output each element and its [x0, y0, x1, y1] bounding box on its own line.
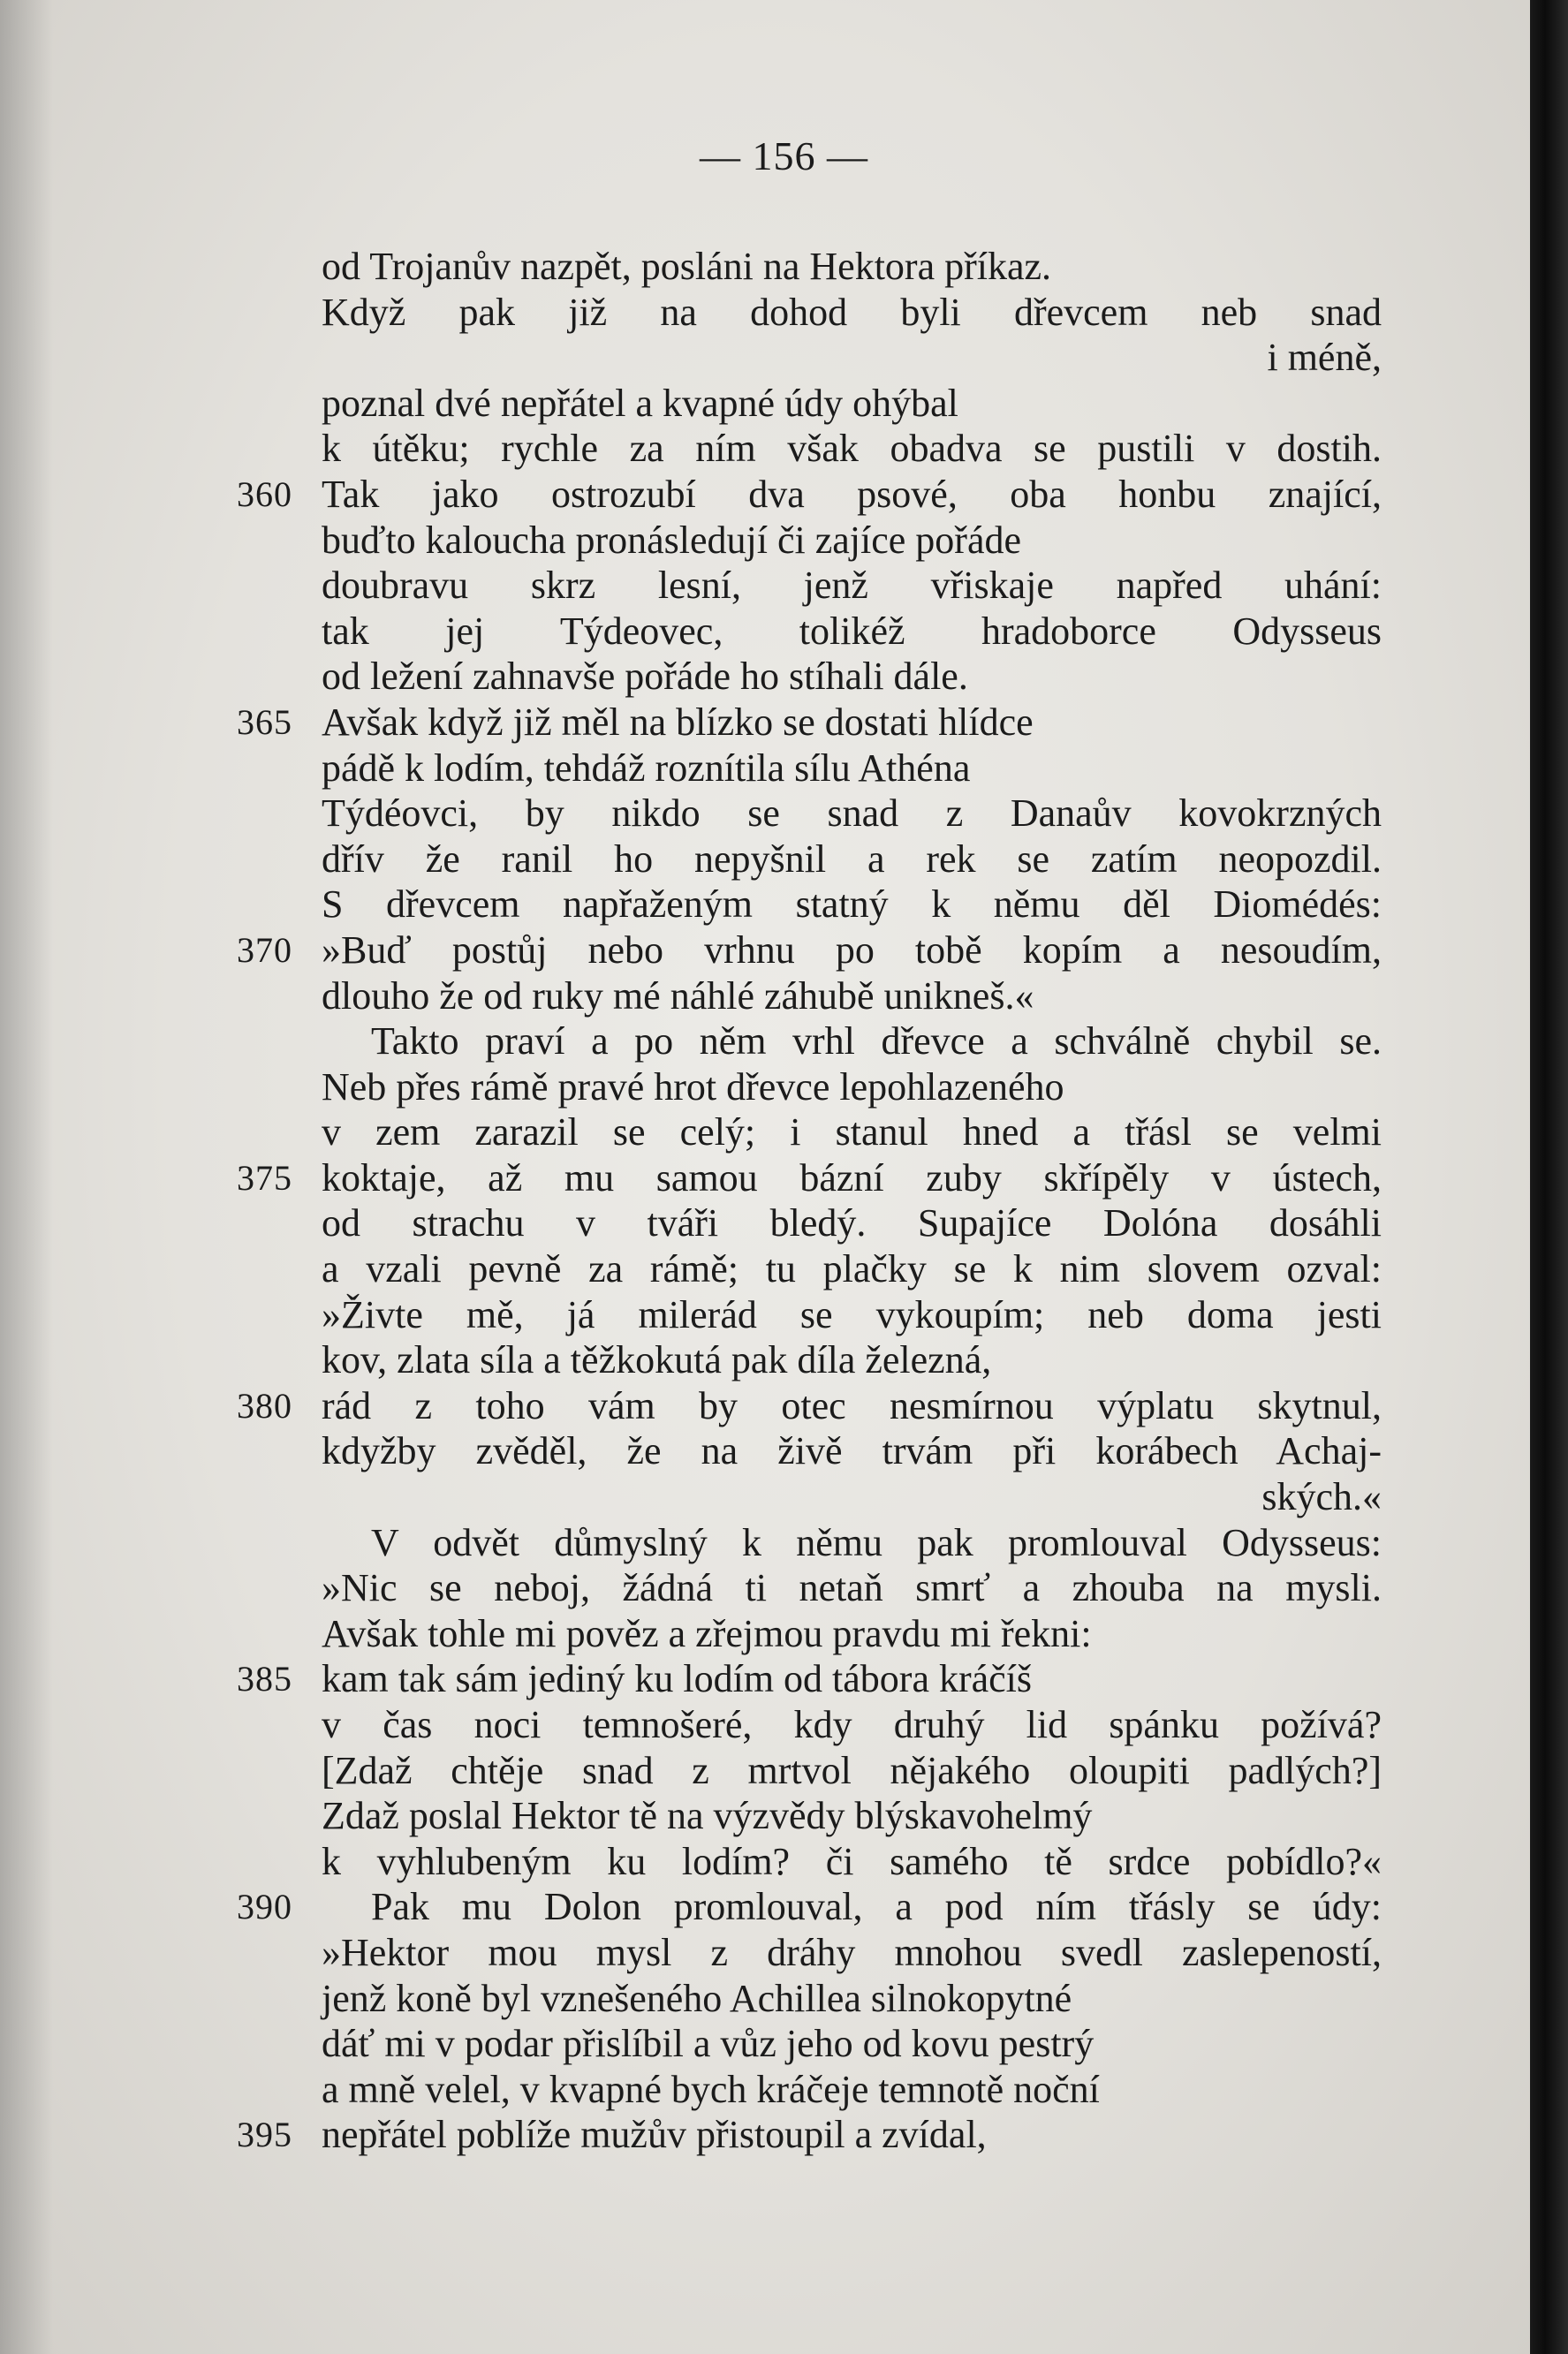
verse-line: [322, 1611, 1382, 1657]
verse-line: [322, 1702, 1382, 1748]
verse-line: [322, 1064, 1382, 1110]
verse-line: [322, 1976, 1382, 2022]
line-text: [Zdaž chtěje snad z mrtvol nějakého oloupiti padlých?]: [322, 1748, 1382, 1792]
line-text: Zdaž poslal Hektor tě na výzvědy blýskavohelmý: [322, 1794, 1093, 1838]
verse-line: [322, 1109, 1382, 1155]
line-text: Avšak když již měl na blízko se dostati hlídce: [322, 700, 1034, 744]
verse-line: [237, 1155, 1382, 1201]
verse-line: [322, 791, 1382, 836]
line-number: 365: [237, 701, 292, 742]
line-text: a vzali pevně za rámě; tu plačky se k nim slovem ozval:: [322, 1247, 1382, 1291]
verse-line: [322, 746, 1382, 791]
line-text: »Živte mě, já milerád se vykoupím; neb doma jesti: [322, 1292, 1382, 1336]
line-text: Týdéovci, by nikdo se snad z Danaův kovokrzných: [322, 791, 1382, 836]
verse-line-indented: [322, 1018, 1382, 1064]
verse-line: [322, 1246, 1382, 1292]
line-text: tak jej Týdeovec, tolikéž hradoborce Odysseus: [322, 609, 1382, 653]
line-text: Pak mu Dolon promlouval, a pod ním třásly se údy:: [371, 1885, 1382, 1929]
verse-line: [322, 882, 1382, 927]
line-text: dřív že ranil ho nepyšnil a rek se zatím neopozdil.: [322, 836, 1382, 881]
line-text: Avšak tohle mi pověz a zřejmou pravdu mi řekni:: [322, 1611, 1092, 1655]
verse-line: [322, 973, 1382, 1019]
line-text: kam tak sám jediný ku lodím od tábora kráčíš: [322, 1657, 1033, 1701]
verse-line: [322, 290, 1382, 336]
verse-line: [322, 1200, 1382, 1246]
line-text: »Hektor mou mysl z dráhy mnohou svedl zaslepeností,: [322, 1930, 1382, 1974]
verse-line: [322, 1337, 1382, 1383]
line-text: a mně velel, v kvapné bych kráčeje temnotě noční: [322, 2067, 1100, 2111]
verse-line: [322, 609, 1382, 655]
verse-line: [237, 2112, 1382, 2158]
verse-line: [322, 2021, 1382, 2067]
verse-line: [322, 1565, 1382, 1611]
line-text: k útěku; rychle za ním však obadva se pustili v dostih.: [322, 427, 1382, 471]
line-text: kdyžby zvěděl, že na živě trvám při korábech Achaj-: [322, 1429, 1382, 1473]
verse-line: [322, 1839, 1382, 1885]
verse-line: [237, 1383, 1382, 1429]
verse-line-wrap: [322, 335, 1382, 381]
verse-line: [322, 1292, 1382, 1338]
line-text: k vyhlubeným ku lodím? či samého tě srdce pobídlo?«: [322, 1839, 1382, 1883]
verse-line-indented: [237, 1884, 1382, 1930]
verse-line: [322, 426, 1382, 472]
verse-line: [322, 2067, 1382, 2113]
line-text: Když pak již na dohod byli dřevcem neb snad: [322, 290, 1382, 334]
verse-line: [322, 654, 1382, 700]
verse-line: [322, 381, 1382, 427]
line-text: Neb přes rámě pravé hrot dřevce lepohlazeného: [322, 1064, 1064, 1109]
line-text: pádě k lodím, tehdáž roznítila sílu Athéna: [322, 746, 971, 790]
verse-line: [322, 1428, 1382, 1474]
verse-line: [237, 472, 1382, 518]
page-number: — 156 —: [700, 133, 868, 178]
line-text: Takto praví a po něm vrhl dřevce a schválně chybil se.: [371, 1019, 1382, 1063]
line-text: od strachu v tváři bledý. Supajíce Dolóna dosáhli: [322, 1201, 1382, 1245]
line-text: od Trojanův nazpět, posláni na Hektora příkaz.: [322, 245, 1052, 288]
verse-line-indented: [322, 1520, 1382, 1566]
verse-line: [322, 563, 1382, 609]
line-text: od ležení zahnavše pořáde ho stíhali dále.: [322, 655, 968, 699]
line-text: kov, zlata síla a těžkokutá pak díla železná,: [322, 1338, 992, 1382]
line-text: dáť mi v podar přislíbil a vůz jeho od kovu pestrý: [322, 2022, 1095, 2066]
line-text: »Nic se neboj, žádná ti netaň smrť a zhouba na mysli.: [322, 1566, 1382, 1610]
line-text: jenž koně byl vznešeného Achillea silnokopytné: [322, 1976, 1072, 2020]
line-number: 395: [237, 2115, 292, 2155]
verse-line: [322, 1793, 1382, 1839]
line-number: 375: [237, 1157, 292, 1198]
verse-line: [237, 1656, 1382, 1702]
line-text: Tak jako ostrozubí dva psové, oba honbu znající,: [322, 472, 1382, 516]
verse-line: [322, 1930, 1382, 1976]
line-number: 385: [237, 1659, 292, 1699]
line-number: 380: [237, 1385, 292, 1426]
line-text: i méně,: [1267, 336, 1382, 380]
line-text: doubravu skrz lesní, jenž vřiskaje napřed uhání:: [322, 564, 1382, 608]
line-text: nepřátel poblíže mužův přistoupil a zvídal,: [322, 2113, 987, 2157]
line-text: V odvět důmyslný k němu pak promlouval Odysseus:: [371, 1520, 1382, 1564]
line-number: 390: [237, 1887, 292, 1927]
line-text: v zem zarazil se celý; i stanul hned a třásl se velmi: [322, 1110, 1382, 1154]
verse-line: [237, 927, 1382, 973]
verse-line-wrap: [322, 1474, 1382, 1520]
verse-line: [322, 1748, 1382, 1794]
verse-line: [322, 244, 1382, 290]
page-edge: [1530, 0, 1568, 2354]
line-text: buďto kaloucha pronásledují či zajíce pořáde: [322, 518, 1022, 562]
page-shadow: [0, 0, 53, 2354]
line-text: S dřevcem napřaženým statný k němu děl Diomédés:: [322, 882, 1382, 927]
verse-line: [322, 836, 1382, 882]
line-text: rád z toho vám by otec nesmírnou výplatu skytnul,: [322, 1383, 1382, 1427]
line-text: v čas noci temnošeré, kdy druhý lid spánku požívá?: [322, 1703, 1382, 1746]
line-number: 360: [237, 473, 292, 514]
line-text: »Buď postůj nebo vrhnu po tobě kopím a nesoudím,: [322, 927, 1382, 972]
verse-line: [322, 518, 1382, 564]
verse-block: [237, 244, 1382, 2158]
verse-line: [237, 700, 1382, 746]
line-text: poznal dvé nepřátel a kvapné údy ohýbal: [322, 381, 958, 425]
line-text: dlouho že od ruky mé náhlé záhubě unikneš.«: [322, 973, 1034, 1018]
line-text: ských.«: [1261, 1475, 1382, 1519]
line-text: koktaje, až mu samou bázní zuby skřípěly v ústech,: [322, 1155, 1382, 1200]
line-number: 370: [237, 929, 292, 970]
